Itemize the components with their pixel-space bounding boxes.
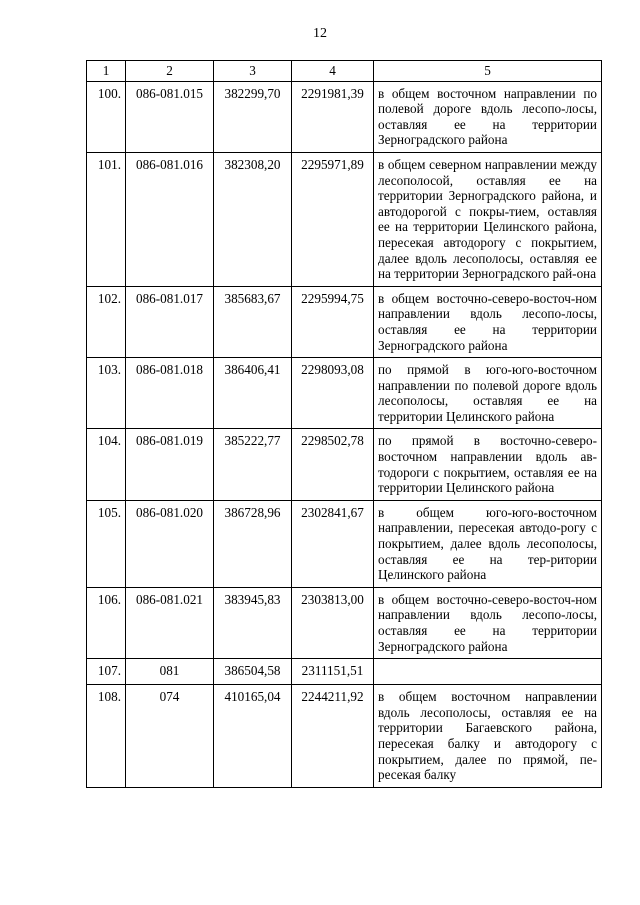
header-col-1: 1: [87, 61, 126, 82]
header-col-5: 5: [374, 61, 602, 82]
coord-x: 410165,04: [214, 685, 292, 788]
coord-y: 2298093,08: [292, 358, 374, 429]
route-description: в общем северном направлении между лесополосой, оставляя ее на территории Зерноградского района, и автодорогой с покры-тием, оставляя ее на территории Целинского района, пересекая автодорогу с покрытием, далее вдоль лесополосы, оставляя ее на территории Зерноградского рай-она: [374, 152, 602, 286]
row-number: 104.: [87, 429, 126, 500]
row-number: 102.: [87, 286, 126, 357]
row-number: 106.: [87, 587, 126, 658]
point-code: 086-081.021: [126, 587, 214, 658]
route-description: в общем юго-юго-восточном направлении, пересекая автодо-рогу с покрытием, далее вдоль лесополосы, оставляя ее на тер-ритории Целинского района: [374, 500, 602, 587]
table-row: [87, 587, 602, 658]
header-col-4: 4: [292, 61, 374, 82]
coord-x: 385683,67: [214, 286, 292, 357]
coord-y: 2244211,92: [292, 685, 374, 788]
coord-y: 2291981,39: [292, 81, 374, 152]
table-row: [87, 685, 602, 788]
coord-y: 2295994,75: [292, 286, 374, 357]
table-row: [87, 81, 602, 152]
point-code: 074: [126, 685, 214, 788]
coord-y: 2302841,67: [292, 500, 374, 587]
route-description: в общем восточном направлении по полевой дороге вдоль лесопо-лосы, оставляя ее на территории Зерноградского района: [374, 81, 602, 152]
route-description: [374, 659, 602, 685]
boundary-table: [86, 60, 602, 788]
header-row: [87, 61, 602, 82]
coord-x: 383945,83: [214, 587, 292, 658]
coord-x: 386504,58: [214, 659, 292, 685]
row-number: 103.: [87, 358, 126, 429]
coord-y: 2295971,89: [292, 152, 374, 286]
coord-y: 2311151,51: [292, 659, 374, 685]
coord-y: 2303813,00: [292, 587, 374, 658]
point-code: 086-081.018: [126, 358, 214, 429]
row-number: 100.: [87, 81, 126, 152]
coord-x: 385222,77: [214, 429, 292, 500]
point-code: 086-081.019: [126, 429, 214, 500]
coord-x: 386406,41: [214, 358, 292, 429]
route-description: по прямой в восточно-северо-восточном направлении вдоль ав-тодороги с покрытием, оставляя ее на территории Целинского района: [374, 429, 602, 500]
coord-x: 382299,70: [214, 81, 292, 152]
coord-x: 382308,20: [214, 152, 292, 286]
table-row: [87, 286, 602, 357]
point-code: 086-081.020: [126, 500, 214, 587]
point-code: 081: [126, 659, 214, 685]
point-code: 086-081.016: [126, 152, 214, 286]
row-number: 107.: [87, 659, 126, 685]
coord-y: 2298502,78: [292, 429, 374, 500]
row-number: 108.: [87, 685, 126, 788]
table-row: [87, 429, 602, 500]
row-number: 101.: [87, 152, 126, 286]
route-description: по прямой в юго-юго-восточном направлении по полевой дороге вдоль лесополосы, оставляя ее на территории Целинского района: [374, 358, 602, 429]
table-row: [87, 358, 602, 429]
page-number: 12: [313, 26, 327, 41]
table-row: [87, 152, 602, 286]
table-row: [87, 659, 602, 685]
row-number: 105.: [87, 500, 126, 587]
route-description: в общем восточном направлении вдоль лесополосы, оставляя ее на территории Багаевского района, пересекая балку и автодорогу с покрытием, далее по прямой, пе-ресекая балку: [374, 685, 602, 788]
route-description: в общем восточно-северо-восточ-ном направлении вдоль лесопо-лосы, оставляя ее на территории Зерноградского района: [374, 587, 602, 658]
route-description: в общем восточно-северо-восточ-ном направлении вдоль лесопо-лосы, оставляя ее на территории Зерноградского района: [374, 286, 602, 357]
table-row: [87, 500, 602, 587]
point-code: 086-081.017: [126, 286, 214, 357]
header-col-2: 2: [126, 61, 214, 82]
point-code: 086-081.015: [126, 81, 214, 152]
coord-x: 386728,96: [214, 500, 292, 587]
header-col-3: 3: [214, 61, 292, 82]
